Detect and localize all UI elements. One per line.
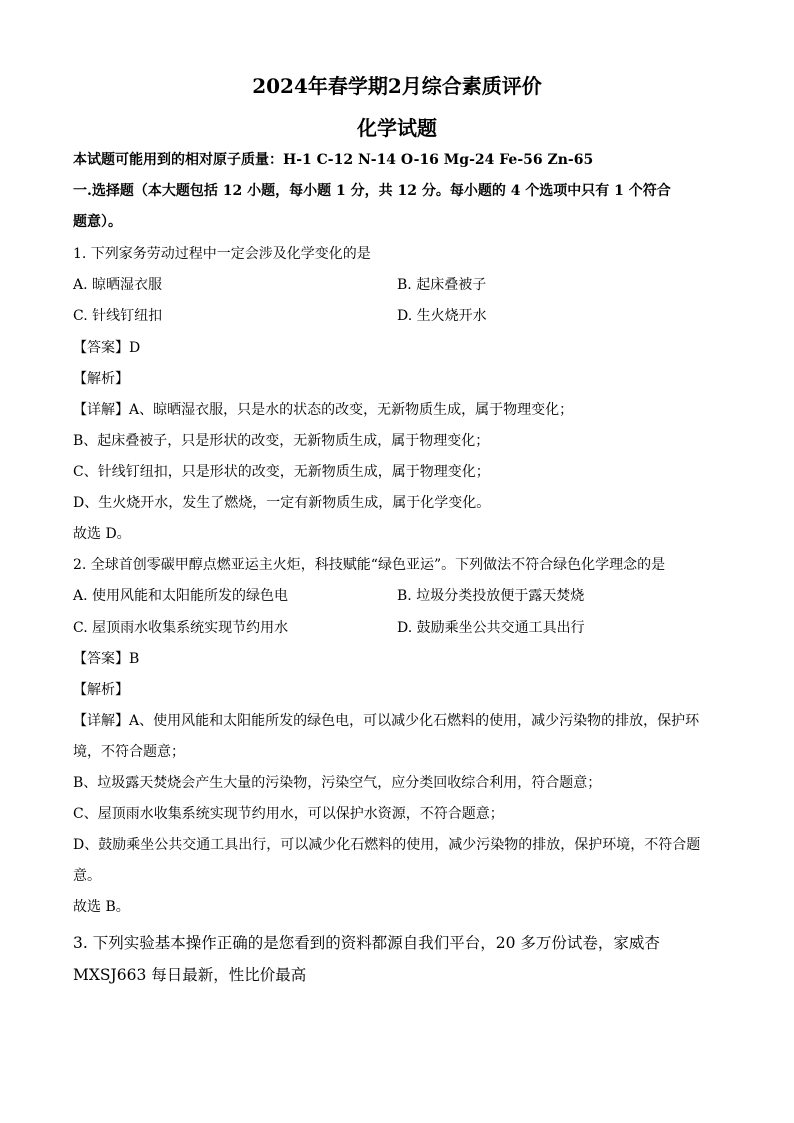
q2-option-a: A. 使用风能和太阳能所发的绿色电 bbox=[73, 588, 289, 604]
q2-detail-line: 意。 bbox=[73, 868, 101, 884]
exam-title: 2024年春学期2月综合素质评价 bbox=[252, 74, 542, 98]
q2-detail-line: C、屋顶雨水收集系统实现节约用水，可以保护水资源，不符合题意； bbox=[73, 806, 504, 822]
q1-stem: 1. 下列家务劳动过程中一定会涉及化学变化的是 bbox=[73, 246, 371, 262]
atomic-mass-line: 本试题可能用到的相对原子质量：H-1 C-12 N-14 O-16 Mg-24 Fe-56 Zn-65 bbox=[73, 152, 594, 168]
q2-conclusion: 故选 B。 bbox=[73, 899, 130, 915]
q1-option-b: B. 起床叠被子 bbox=[397, 277, 487, 293]
q1-detail-line: D、生火烧开水，发生了燃烧，一定有新物质生成，属于化学变化。 bbox=[73, 495, 491, 511]
q1-answer: 【答案】D bbox=[73, 340, 141, 356]
q2-stem: 2. 全球首创零碳甲醇点燃亚运主火炬，科技赋能“绿色亚运”。下列做法不符合绿色化学理念的是 bbox=[73, 557, 666, 573]
q2-detail-line: B、垃圾露天焚烧会产生大量的污染物，污染空气，应分类回收综合利用，符合题意； bbox=[73, 775, 602, 791]
q2-answer: 【答案】B bbox=[73, 651, 140, 667]
q2-option-d: D. 鼓励乘坐公共交通工具出行 bbox=[397, 620, 585, 636]
q1-detail-line: 【详解】A、晾晒湿衣服，只是水的状态的改变，无新物质生成，属于物理变化； bbox=[73, 402, 574, 418]
q3-stem-line2: MXSJ663 每日最新，性比价最高 bbox=[73, 966, 307, 984]
q2-option-c: C. 屋顶雨水收集系统实现节约用水 bbox=[73, 620, 289, 636]
section-heading-line1: 一.选择题（本大题包括 12 小题，每小题 1 分，共 12 分。每小题的 4 个选项中只有 1 个符合 bbox=[73, 183, 671, 199]
section-heading-line2: 题意）。 bbox=[73, 214, 122, 230]
q2-detail-line: 境，不符合题意； bbox=[73, 744, 185, 760]
q1-detail-line: B、起床叠被子，只是形状的改变，无新物质生成，属于物理变化； bbox=[73, 433, 490, 449]
q2-detail-line: 【详解】A、使用风能和太阳能所发的绿色电，可以减少化石燃料的使用，减少污染物的排放，保护环 bbox=[73, 713, 700, 729]
q2-detail-line: D、鼓励乘坐公共交通工具出行，可以减少化石燃料的使用，减少污染物的排放，保护环境，不符合题 bbox=[73, 837, 701, 853]
exam-subtitle: 化学试题 bbox=[357, 116, 437, 140]
q1-conclusion: 故选 D。 bbox=[73, 526, 131, 542]
q1-option-d: D. 生火烧开水 bbox=[397, 308, 487, 324]
q2-analysis-label: 【解析】 bbox=[73, 682, 129, 698]
q1-option-c: C. 针线钉纽扣 bbox=[73, 308, 163, 324]
q3-stem-line1: 3. 下列实验基本操作正确的是您看到的资料都源自我们平台，20 多万份试卷，家威杏 bbox=[73, 934, 660, 952]
q1-analysis-label: 【解析】 bbox=[73, 371, 129, 387]
q2-option-b: B. 垃圾分类投放便于露天焚烧 bbox=[397, 588, 585, 604]
q1-option-a: A. 晾晒湿衣服 bbox=[73, 277, 163, 293]
q1-detail-line: C、针线钉纽扣，只是形状的改变，无新物质生成，属于物理变化； bbox=[73, 464, 490, 480]
